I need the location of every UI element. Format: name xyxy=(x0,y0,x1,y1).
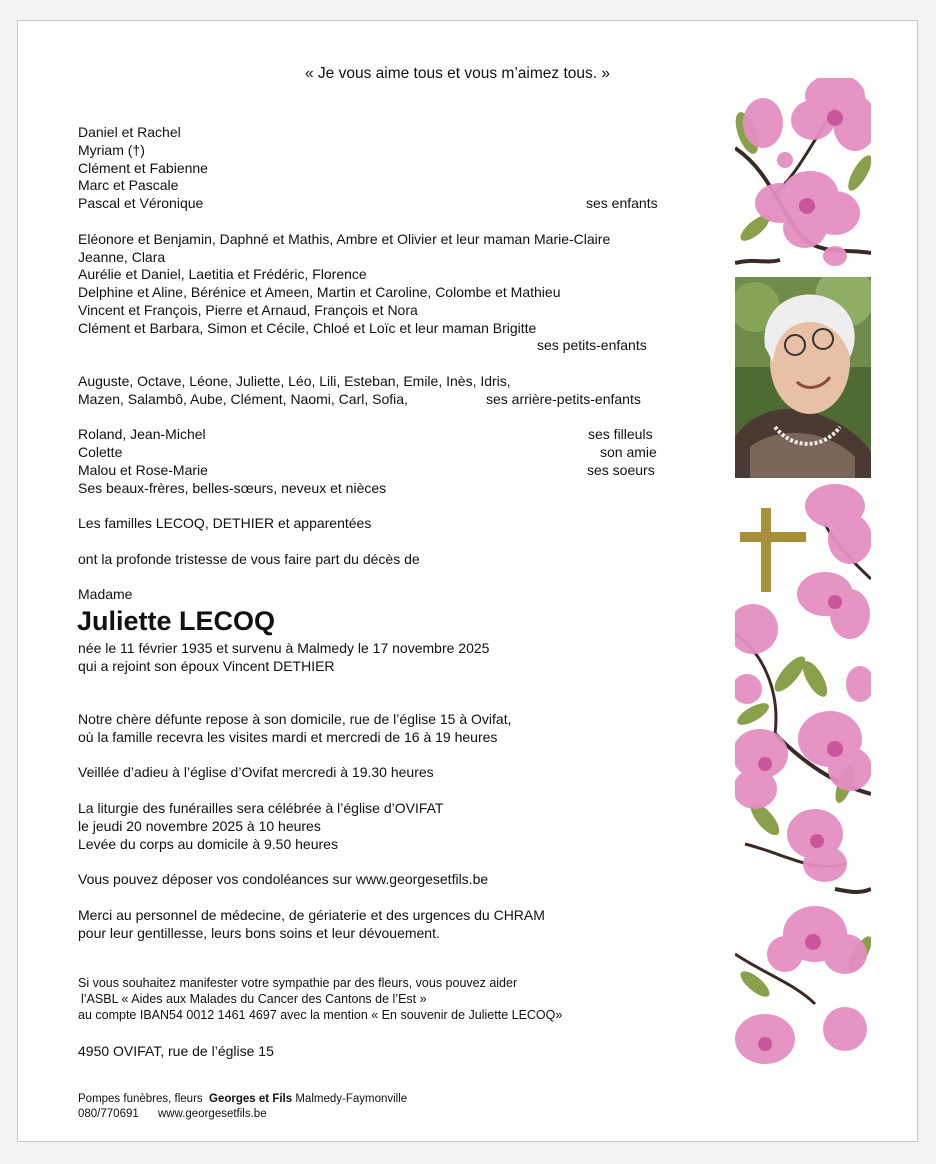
cross-icon xyxy=(761,508,771,592)
child-name: Pascal et Véronique xyxy=(78,195,204,211)
donation-line: l’ASBL « Aides aux Malades du Cancer des Cantons de l’Est » xyxy=(81,992,427,1006)
great-grandchildren-line: Mazen, Salambô, Aube, Clément, Naomi, Carl, Sofia, xyxy=(78,391,408,407)
liturgy-line: le jeudi 20 novembre 2025 à 10 heures xyxy=(78,818,321,834)
footer-company: Georges et Fils xyxy=(209,1093,293,1105)
deceased-name: Juliette LECOQ xyxy=(77,606,276,636)
grandchildren-line: Aurélie et Daniel, Laetitia et Frédéric, Florence xyxy=(78,266,367,282)
donation-line: au compte IBAN54 0012 1461 4697 avec la mention « En souvenir de Juliette LECOQ» xyxy=(78,1008,563,1022)
quote: « Je vous aime tous et vous m’aimez tous. » xyxy=(305,65,610,82)
great-grandchildren-line: Auguste, Octave, Léone, Juliette, Léo, Lili, Esteban, Emile, Inès, Idris, xyxy=(78,373,511,389)
donation-line: Si vous souhaitez manifester votre sympathie par des fleurs, vous pouvez aider xyxy=(78,976,518,990)
relative-label: ses soeurs xyxy=(587,462,655,478)
relative-label: ses filleuls xyxy=(588,426,653,442)
child-name: Clément et Fabienne xyxy=(78,160,208,176)
address: 4950 OVIFAT, rue de l’église 15 xyxy=(78,1043,274,1059)
in-laws: Ses beaux-frères, belles-sœurs, neveux et nièces xyxy=(78,480,387,496)
grandchildren-label: ses petits-enfants xyxy=(537,337,647,353)
relative-names: Colette xyxy=(78,444,123,460)
deceased-title: Madame xyxy=(78,586,133,602)
grandchildren-line: Jeanne, Clara xyxy=(78,249,166,265)
blossom-decoration-bottom xyxy=(735,484,871,1074)
portrait-photo xyxy=(735,277,871,478)
grandchildren-line: Delphine et Aline, Bérénice et Ameen, Martin et Caroline, Colombe et Mathieu xyxy=(78,284,561,300)
children-label: ses enfants xyxy=(586,195,658,211)
grandchildren-line: Vincent et François, Pierre et Arnaud, François et Nora xyxy=(78,302,418,318)
footer-website: www.georgesetfils.be xyxy=(157,1108,267,1120)
footer-contact xyxy=(78,1107,267,1122)
footer-prefix: Pompes funèbres, fleurs xyxy=(78,1093,203,1105)
families: Les familles LECOQ, DETHIER et apparentées xyxy=(78,515,372,531)
liturgy-line: La liturgie des funérailles sera célébrée à l’église d’OVIFAT xyxy=(78,800,444,816)
footer-phone: 080/770691 xyxy=(78,1108,139,1120)
grandchildren-line: Eléonore et Benjamin, Daphné et Mathis, Ambre et Olivier et leur maman Marie-Claire xyxy=(78,231,611,247)
liturgy-line: Levée du corps au domicile à 9.50 heures xyxy=(78,836,338,852)
blossom-decoration-top xyxy=(735,78,871,270)
relative-label: son amie xyxy=(600,444,657,460)
rest-line: où la famille recevra les visites mardi et mercredi de 16 à 19 heures xyxy=(78,729,498,745)
vigil: Veillée d’adieu à l’église d’Ovifat mercredi à 19.30 heures xyxy=(78,764,434,780)
great-grandchildren-label: ses arrière-petits-enfants xyxy=(486,391,641,407)
footer-location: Malmedy-Faymonville xyxy=(295,1093,408,1105)
announcement: ont la profonde tristesse de vous faire part du décès de xyxy=(78,551,420,567)
child-name: Myriam (†) xyxy=(78,142,145,158)
deceased-dates: née le 11 février 1935 et survenu à Malmedy le 17 novembre 2025 xyxy=(78,640,490,656)
rest-line: Notre chère défunte repose à son domicile, rue de l’église 15 à Ovifat, xyxy=(78,711,512,727)
grandchildren-line: Clément et Barbara, Simon et Cécile, Chloé et Loïc et leur maman Brigitte xyxy=(78,320,537,336)
child-name: Marc et Pascale xyxy=(78,177,179,193)
relative-names: Malou et Rose-Marie xyxy=(78,462,208,478)
relative-names: Roland, Jean-Michel xyxy=(78,426,206,442)
condolences: Vous pouvez déposer vos condoléances sur www.georgesetfils.be xyxy=(78,871,489,887)
thanks-line: pour leur gentillesse, leurs bons soins et leur dévouement. xyxy=(78,925,440,941)
deceased-spouse: qui a rejoint son époux Vincent DETHIER xyxy=(78,658,335,674)
child-name: Daniel et Rachel xyxy=(78,124,181,140)
footer-line xyxy=(78,1092,407,1107)
thanks-line: Merci au personnel de médecine, de gériaterie et des urgences du CHRAM xyxy=(78,907,545,923)
